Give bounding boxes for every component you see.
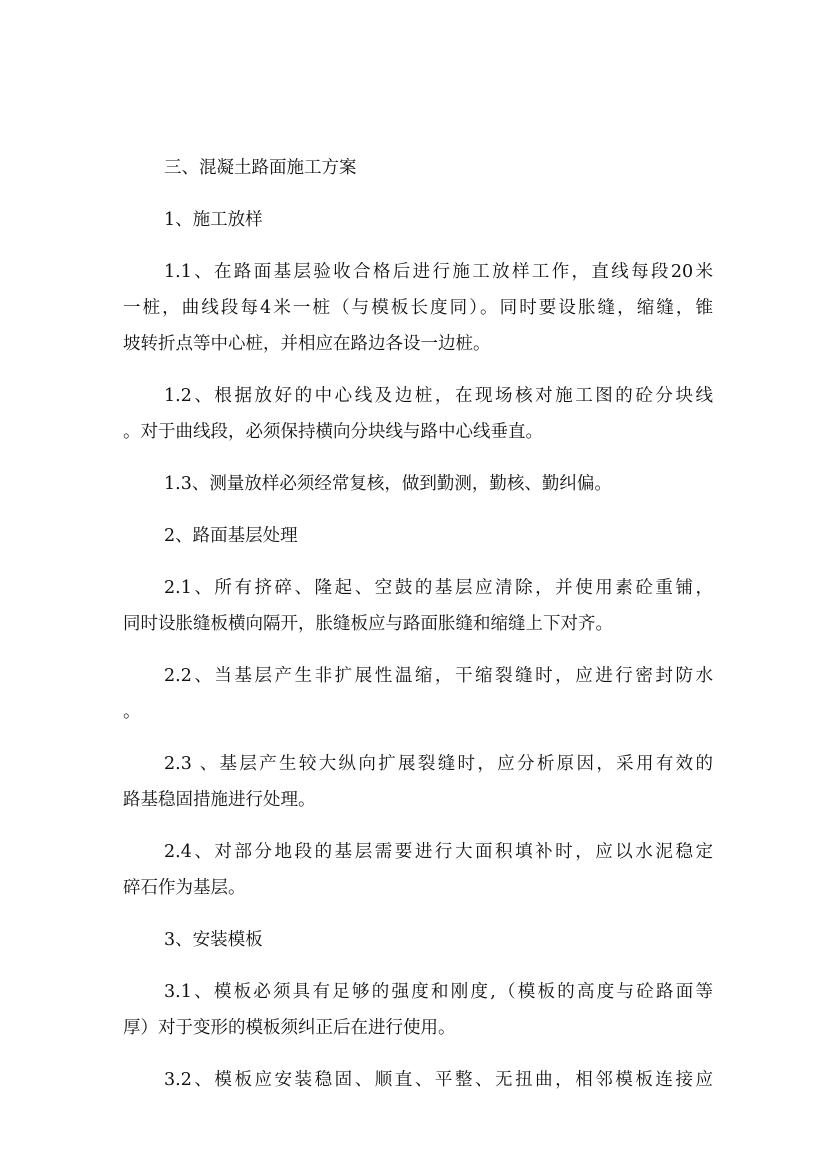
paragraph-line: 1.1、在路面基层验收合格后进行施工放样工作，直线每段20米 <box>164 262 713 282</box>
subsection-heading: 3、安装模板 <box>164 930 263 950</box>
document-body <box>123 150 713 1098</box>
paragraph-line: 。 <box>123 702 141 722</box>
paragraph-line: 同时设胀缝板横向隔开，胀缝板应与路面胀缝和缩缝上下对齐。 <box>123 614 613 634</box>
paragraph-line: 碎石作为基层。 <box>123 878 246 898</box>
paragraph-line: 2.2、当基层产生非扩展性温缩，干缩裂缝时，应进行密封防水 <box>164 666 713 686</box>
paragraph-line: 。对于曲线段，必须保持横向分块线与路中心线垂直。 <box>123 422 543 442</box>
paragraph-line: 3.2、模板应安装稳固、顺直、平整、无扭曲，相邻模板连接应 <box>164 1070 713 1090</box>
paragraph-line: 2.1、所有挤碎、隆起、空鼓的基层应清除，并使用素砼重铺， <box>164 578 713 598</box>
paragraph-line: 1.3、测量放样必须经常复核，做到勤测，勤核、勤纠偏。 <box>164 474 612 494</box>
subsection-heading: 2、路面基层处理 <box>164 526 298 546</box>
section-heading: 三、混凝土路面施工方案 <box>164 158 357 178</box>
paragraph-line: 3.1、模板必须具有足够的强度和刚度,（模板的高度与砼路面等 <box>164 982 713 1002</box>
paragraph-line: 2.3 、基层产生较大纵向扩展裂缝时，应分析原因，采用有效的 <box>164 754 713 774</box>
paragraph-line: 2.4、对部分地段的基层需要进行大面积填补时，应以水泥稳定 <box>164 842 713 862</box>
paragraph-line: 坡转折点等中心桩，并相应在路边各设一边桩。 <box>123 334 491 354</box>
paragraph-line: 路基稳固措施进行处理。 <box>123 790 316 810</box>
paragraph-line: 厚）对于变形的模板须纠正后在进行使用。 <box>123 1018 456 1038</box>
paragraph-line: 1.2、根据放好的中心线及边桩，在现场核对施工图的砼分块线 <box>164 386 713 406</box>
paragraph-line: 一桩，曲线段每4米一桩（与模板长度同）。同时要设胀缝，缩缝，锥 <box>123 298 713 318</box>
subsection-heading: 1、施工放样 <box>164 210 263 230</box>
